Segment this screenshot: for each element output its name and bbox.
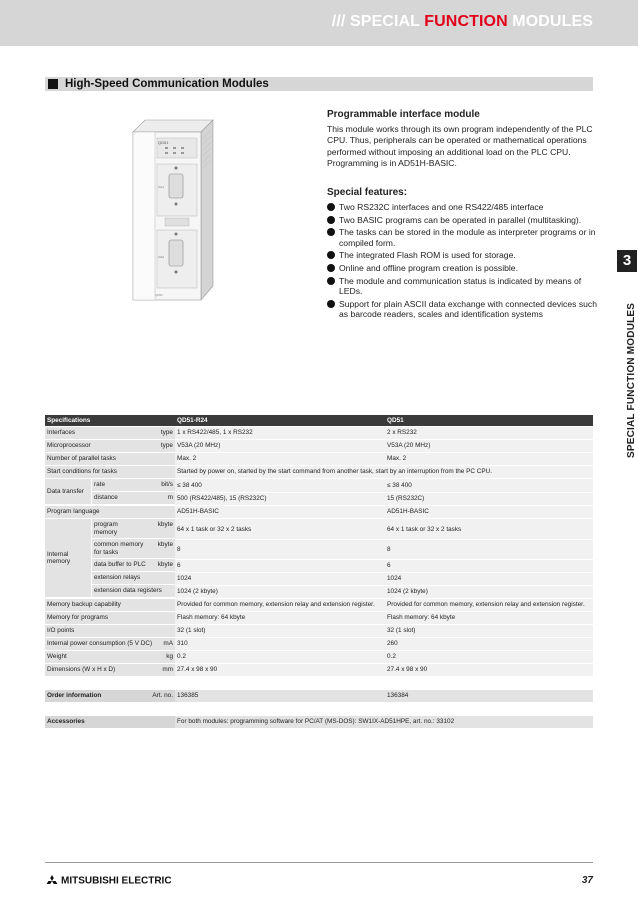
- table-row: Interfaces type 1 x RS422/485, 1 x RS232 2 x RS232: [45, 427, 593, 440]
- features-list: [327, 202, 597, 322]
- table-row: Data transfer rate bit/s distance m ≤ 38 400 500 (RS422/485), 15 (RS232C) ≤ 38 400 15 (RS232C): [45, 479, 593, 506]
- table-row: Memory for programs Flash memory: 64 kbyte Flash memory: 64 kbyte: [45, 612, 593, 625]
- table-row: Number of parallel tasks Max. 2 Max. 2: [45, 453, 593, 466]
- module-image: [125, 118, 217, 308]
- bullet-icon: [327, 228, 335, 236]
- svg-text:QD51: QD51: [155, 293, 163, 297]
- table-row: Internal memory kbyte program memory kbyte common memory for tasks data buffer to PLC kbyte extension relays extension data registers 64 x 1 task or 32 x 2 tasks 8 6 1024 1024 (2 kbyte) 64 x 1 task or 32 x 2 tasks 8 6 1024 1024 (2 kbyte): [45, 519, 593, 599]
- accessories-row: Accessories For both modules: programming software for PC/AT (MS-DOS): SW1IX-AD51HPE, art. no.: 33102: [45, 716, 593, 729]
- bullet-icon: [327, 264, 335, 272]
- table-row: Internal power consumption (5 V DC) mA 310 260: [45, 638, 593, 651]
- intro-text: This module works through its own program independently of the PLC CPU. Thus, peripherals can be operated or mathematical operations performed without imposing an additional load on the PLC CPU. Programming is in AD51H-BASIC.: [327, 124, 593, 169]
- bullet-icon: [327, 251, 335, 259]
- table-header-label: Specifications: [45, 415, 175, 427]
- feature-item: Support for plain ASCII data exchange with connected devices such as barcode readers, scales and identification systems: [327, 299, 597, 320]
- table-header-col1: QD51-R24: [175, 415, 385, 427]
- feature-item: Two BASIC programs can be operated in parallel (multitasking).: [327, 215, 597, 226]
- feature-item: The integrated Flash ROM is used for storage.: [327, 250, 597, 261]
- feature-item: Two RS232C interfaces and one RS422/485 interface: [327, 202, 597, 213]
- bullet-icon: [327, 277, 335, 285]
- table-row: Weight kg 0.2 0.2: [45, 651, 593, 664]
- svg-text:CH1: CH1: [158, 185, 165, 189]
- table-row: Dimensions (W x H x D) mm 27.4 x 98 x 90 27.4 x 98 x 90: [45, 664, 593, 677]
- footer-divider: [45, 862, 593, 863]
- intro-heading: Programmable interface module: [327, 109, 480, 120]
- feature-item: Online and offline program creation is possible.: [327, 263, 597, 274]
- specifications-table: [45, 415, 593, 729]
- section-title: High-Speed Communication Modules: [65, 78, 269, 90]
- table-row: I/O points 32 (1 slot) 32 (1 slot): [45, 625, 593, 638]
- table-header-row: [45, 415, 593, 427]
- table-row: Memory backup capability Provided for common memory, extension relay and extension register. Provided for common memory, extension relay and extension register.: [45, 599, 593, 612]
- feature-item: The module and communication status is indicated by means of LEDs.: [327, 276, 597, 297]
- page-header: [0, 0, 638, 46]
- table-row: Start conditions for tasks Started by power on, started by the start command from another task, start by an interruption from the PC CPU.: [45, 466, 593, 479]
- module-model-label: QD51: [158, 140, 169, 145]
- table-row: Microprocessor type V53A (20 MHz) V53A (20 MHz): [45, 440, 593, 453]
- brand: MITSUBISHI ELECTRIC: [45, 875, 172, 887]
- table-header-col2: QD51: [385, 415, 593, 427]
- chapter-side-title: SPECIAL FUNCTION MODULES: [626, 302, 637, 458]
- section-bar: [45, 77, 593, 91]
- features-heading: Special features:: [327, 187, 408, 198]
- mitsubishi-logo-icon: [45, 875, 59, 887]
- bullet-icon: [327, 203, 335, 211]
- order-row: Order information Art. no. 136385 136384: [45, 690, 593, 703]
- section-square-icon: [48, 79, 58, 89]
- bullet-icon: [327, 216, 335, 224]
- bullet-icon: [327, 300, 335, 308]
- header-title: /// SPECIAL FUNCTION MODULES: [331, 13, 593, 30]
- table-row: Program language AD51H-BASIC AD51H-BASIC: [45, 506, 593, 519]
- page-number: 37: [581, 875, 593, 886]
- feature-item: The tasks can be stored in the module as interpreter programs or in compiled form.: [327, 227, 597, 248]
- chapter-number: 3: [617, 250, 637, 272]
- svg-text:CH2: CH2: [158, 255, 165, 259]
